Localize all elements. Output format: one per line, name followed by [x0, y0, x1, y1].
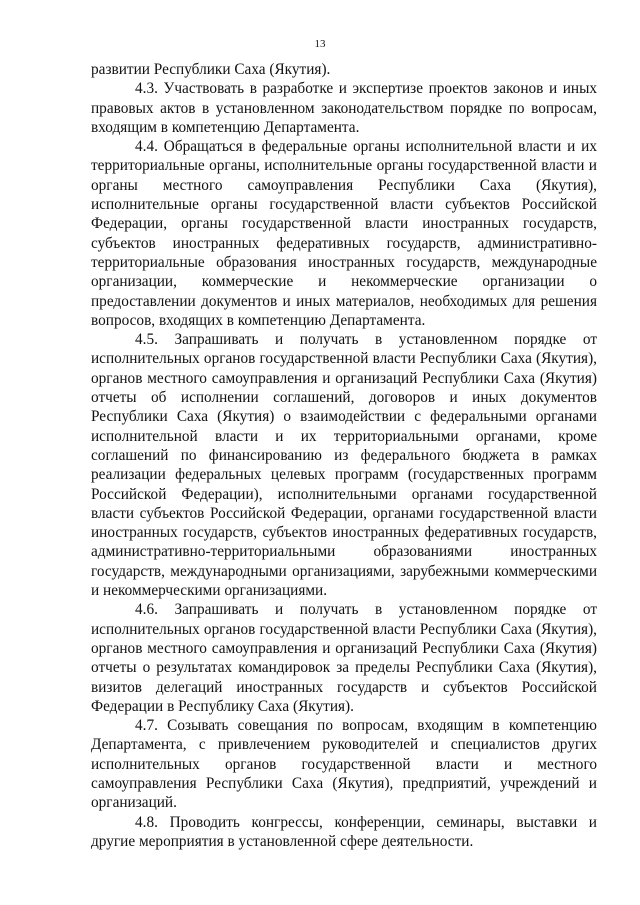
- paragraph-4-6: 4.6. Запрашивать и получать в установленном порядке от исполнительных органов государственной власти Республики Саха (Якутия), органов местного самоуправления и организаций Республики Саха (Якутия) отчеты о результатах командировок за пределы Республики Саха (Якутия), визитов делегаций иностранных государств и субъектов Российской Федерации в Республику Саха (Якутия).: [91, 601, 597, 715]
- paragraph-4-8: 4.8. Проводить конгрессы, конференции, семинары, выставки и другие мероприятия в установленной сфере деятельности.: [91, 813, 597, 850]
- paragraph-4-5: 4.5. Запрашивать и получать в установленном порядке от исполнительных органов государственной власти Республики Саха (Якутия), органов местного самоуправления и организаций Республики Саха (Якутия) отчеты об исполнении соглашений, договоров и иных документов Республики Саха (Якутия) о взаимодействии с федеральными органами исполнительной власти и их территориальными органами, кроме соглашений по финансированию из федерального бюджета в рамках реализации федеральных целевых программ (государственных программ Российской Федерации), исполнительными органами государственной власти субъектов Российской Федерации, органами государственной власти иностранных государств, субъектов иностранных федеративных государств, административно-территориальными образованиями иностранных государств, международными организациями, зарубежными коммерческими и некоммерческими организациями.: [91, 331, 597, 600]
- paragraph-4-7: 4.7. Созывать совещания по вопросам, входящим в компетенцию Департамента, с привлечением руководителей и специалистов других исполнительных органов государственной власти и местного самоуправления Республики Саха (Якутия), предприятий, учреждений и организаций.: [91, 717, 597, 812]
- page-number: 13: [314, 38, 326, 50]
- paragraph-4-4: 4.4. Обращаться в федеральные органы исполнительной власти и их территориальные органы, исполнительные органы государственной власти и органы местного самоуправления Республики Саха (Якутия), исполнительные органы государственной власти субъектов Российской Федерации, органы государственной власти иностранных государств, субъектов иностранных федеративных государств, административно-территориальные образования иностранных государств, международные организации, коммерческие и некоммерческие организации о предоставлении документов и иных материалов, необходимых для решения вопросов, входящих в компетенцию Департамента.: [91, 138, 597, 329]
- document-body: [91, 60, 597, 851]
- paragraph-continuation: развитии Республики Саха (Якутия).: [91, 61, 331, 78]
- paragraph-4-3: 4.3. Участвовать в разработке и экспертизе проектов законов и иных правовых актов в установленном законодательством порядке по вопросам, входящим в компетенцию Департамента.: [91, 80, 597, 136]
